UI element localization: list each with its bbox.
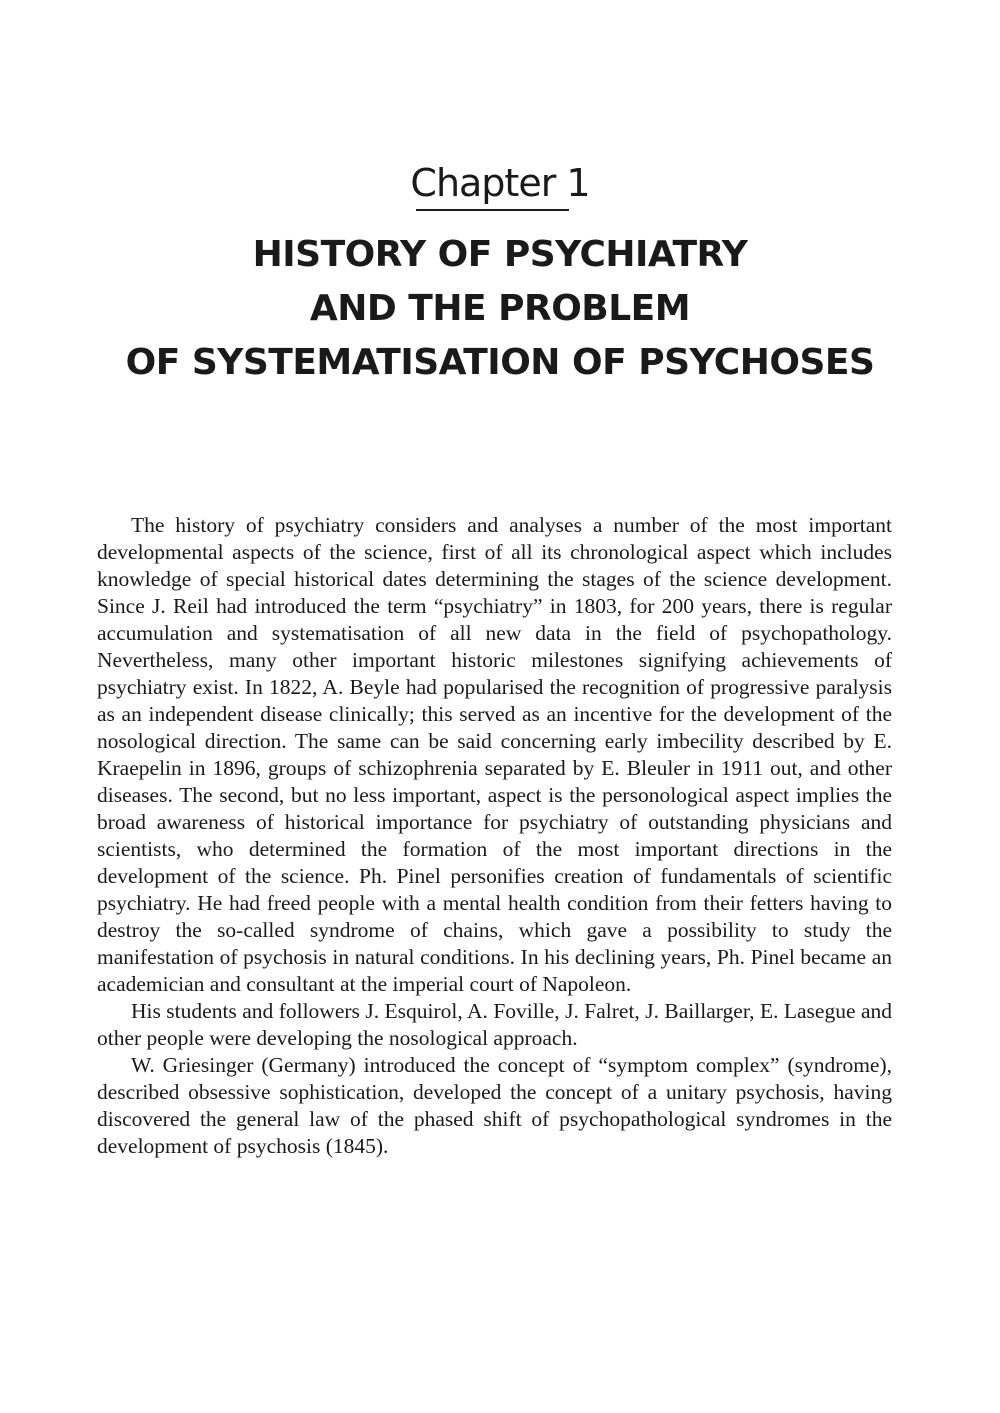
paragraph: The history of psychiatry considers and analyses a number of the most important developmental aspects of the science, first of all its chronological aspect which includes knowledge of special historical dates determining the stages of the science development. Since J. Reil had introduced the term “psychiatry” in 1803, for 200 years, there is regular accumulation and systematisation of all new data in the field of psychopathology. Nevertheless, many other important historic milestones signifying achievements of psychiatry exist. In 1822, A. Beyle had popularised the recognition of progressive paralysis as an independent disease clinically; this served as an incentive for the development of the nosological direction. The same can be said concerning early imbecility described by E. Kraepelin in 1896, groups of schizophrenia separated by E. Bleuler in 1911 out, and other diseases. The second, but no less important, aspect is the personological aspect implies the broad awareness of historical importance for psychiatry of outstanding physicians and scientists, who determined the formation of the most important directions in the development of the science. Ph. Pinel personifies creation of fundamentals of scientific psychiatry. He had freed people with a mental health condition from their fetters having to destroy the so-called syndrome of chains, which gave a possibility to study the manifestation of psychosis in natural conditions. In his declining years, Ph. Pinel became an academician and consultant at the imperial court of Napoleon. xyxy=(97,513,892,996)
body-text xyxy=(97,512,892,1160)
chapter-title-line: AND THE PROBLEM xyxy=(309,288,691,329)
chapter-title xyxy=(0,228,1000,390)
paragraph: His students and followers J. Esquirol, A. Foville, J. Falret, J. Baillarger, E. Lasegue and other people were developing the nosological approach. xyxy=(97,999,892,1050)
chapter-label: Chapter 1 xyxy=(410,161,590,205)
chapter-underline xyxy=(416,209,569,211)
chapter-title-line: HISTORY OF PSYCHIATRY xyxy=(252,234,748,275)
chapter-title-line: OF SYSTEMATISATION OF PSYCHOSES xyxy=(125,342,875,383)
paragraph: W. Griesinger (Germany) introduced the concept of “symptom complex” (syndrome), described obsessive sophistication, developed the concept of a unitary psychosis, having discovered the general law of the phased shift of psychopathological syndromes in the development of psychosis (1845). xyxy=(97,1053,892,1158)
